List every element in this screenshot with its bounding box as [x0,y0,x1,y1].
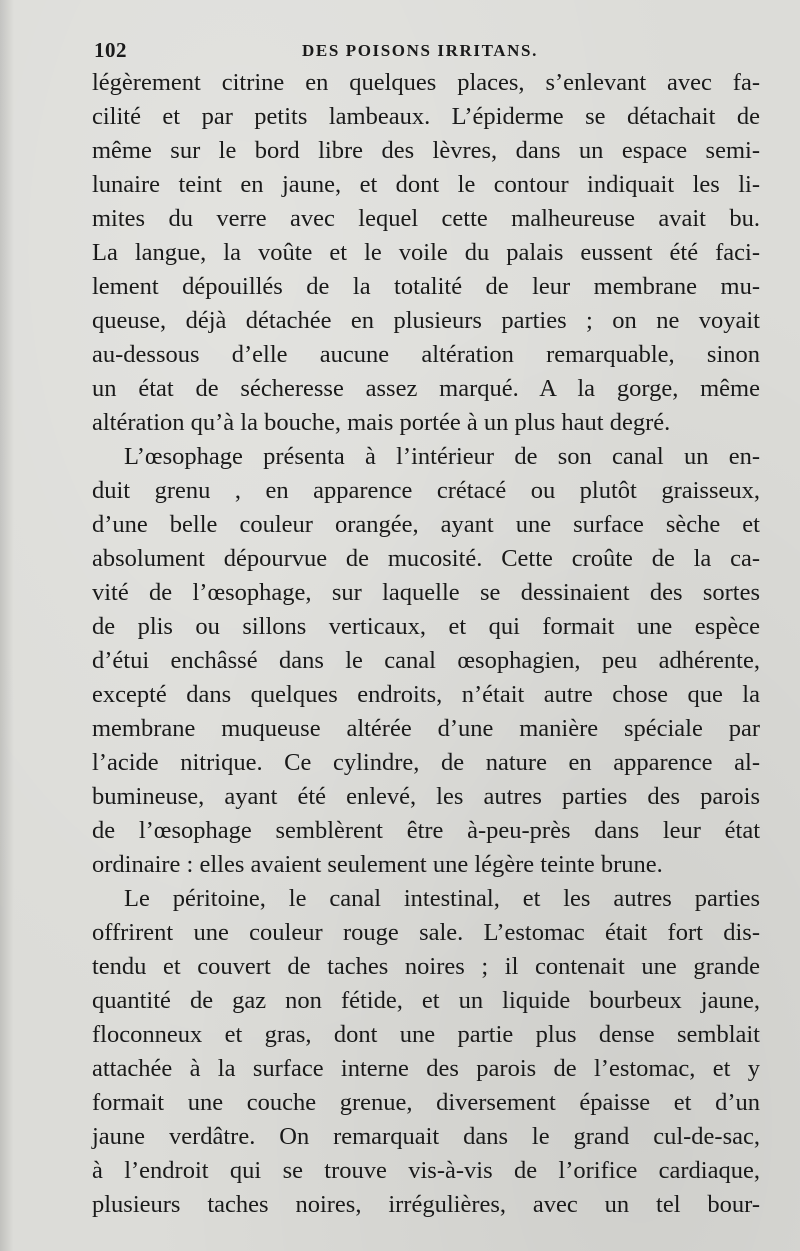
text-line: lunaire teint en jaune, et dont le contour indiquait les li- [92,171,760,198]
text-line: plusieurs taches noires, irrégulières, avec un tel bour- [92,1191,760,1218]
text-line: vité de l’œsophage, sur laquelle se dessinaient des sortes [92,579,760,606]
page-gutter-shadow [0,0,14,1251]
text-line: lement dépouillés de la totalité de leur membrane mu- [92,273,760,300]
body-text [92,66,760,1222]
running-title: DES POISONS IRRITANS. [302,41,538,60]
text-line: à l’endroit qui se trouve vis-à-vis de l’orifice cardiaque, [92,1157,760,1184]
text-line: jaune verdâtre. On remarquait dans le grand cul-de-sac, [92,1123,760,1150]
page-number: 102 [94,38,127,62]
text-line: l’acide nitrique. Ce cylindre, de nature en apparence al- [92,749,760,776]
text-line: duit grenu , en apparence crétacé ou plutôt graisseux, [92,477,760,504]
text-line: quantité de gaz non fétide, et un liquide bourbeux jaune, [92,987,760,1014]
text-line: offrirent une couleur rouge sale. L’estomac était fort dis- [92,919,760,946]
running-head [94,38,774,66]
text-line: de plis ou sillons verticaux, et qui formait une espèce [92,613,760,640]
text-line: formait une couche grenue, diversement épaisse et d’un [92,1089,760,1116]
text-line: excepté dans quelques endroits, n’était autre chose que la [92,681,760,708]
text-line: attachée à la surface interne des parois de l’estomac, et y [92,1055,760,1082]
text-line: cilité et par petits lambeaux. L’épiderme se détachait de [92,103,760,130]
text-line: un état de sécheresse assez marqué. A la gorge, même [92,375,760,402]
text-line: bumineuse, ayant été enlevé, les autres parties des parois [92,783,760,810]
text-line: absolument dépourvue de mucosité. Cette croûte de la ca- [92,545,760,572]
text-line: d’une belle couleur orangée, ayant une surface sèche et [92,511,760,538]
text-line: légèrement citrine en quelques places, s’enlevant avec fa- [92,69,760,96]
text-line: floconneux et gras, dont une partie plus dense semblait [92,1021,760,1048]
text-line: même sur le bord libre des lèvres, dans un espace semi- [92,137,760,164]
text-line: mites du verre avec lequel cette malheureuse avait bu. [92,205,760,232]
text-line: d’étui enchâssé dans le canal œsophagien, peu adhérente, [92,647,760,674]
text-line: tendu et couvert de taches noires ; il contenait une grande [92,953,760,980]
text-line: L’œsophage présenta à l’intérieur de son canal un en- [124,443,760,470]
text-line: altération qu’à la bouche, mais portée à un plus haut degré. [92,409,671,436]
text-line: membrane muqueuse altérée d’une manière spéciale par [92,715,760,742]
text-line: Le péritoine, le canal intestinal, et les autres parties [124,885,760,912]
text-line: queuse, déjà détachée en plusieurs parties ; on ne voyait [92,307,760,334]
text-line: au-dessous d’elle aucune altération remarquable, sinon [92,341,760,368]
text-line: de l’œsophage semblèrent être à-peu-près dans leur état [92,817,760,844]
text-line: ordinaire : elles avaient seulement une légère teinte brune. [92,851,663,878]
text-line: La langue, la voûte et le voile du palais eussent été faci- [92,239,760,266]
